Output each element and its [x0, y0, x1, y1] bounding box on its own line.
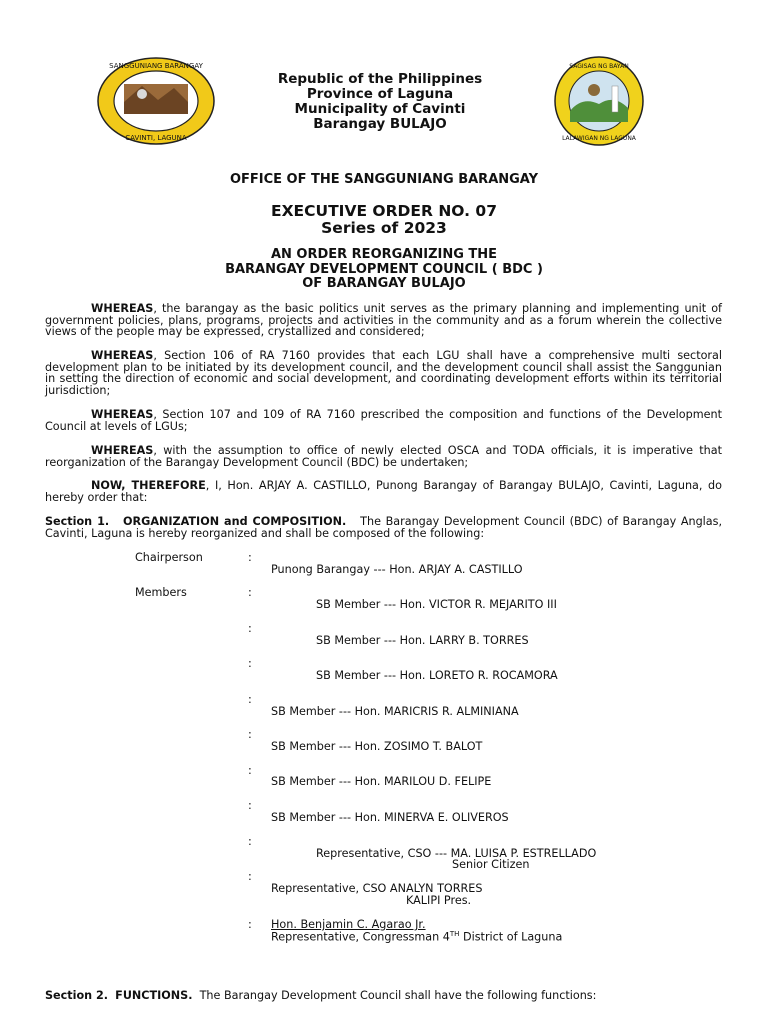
ordinal-suffix: TH [449, 930, 460, 938]
colon: : [248, 870, 252, 883]
order-series: Series of 2023 [321, 219, 447, 237]
paragraph-lead: WHEREAS [91, 444, 154, 457]
section-1-paragraph [45, 516, 722, 539]
cso-representative-1: Representative, CSO --- MA. LUISA P. ESTRELLADO [316, 847, 597, 860]
paragraph-text: , with the assumption to office of newly elected OSCA and TODA officials, it is imperative that reorganization of the Barangay Development Council (BDC) be undertaken; [45, 444, 722, 469]
cso-representative-2: Representative, CSO ANALYN TORRES [271, 882, 483, 895]
section-1-label: Section 1. [45, 515, 110, 528]
member-4: SB Member --- Hon. MARICRIS R. ALMINIANA [271, 705, 519, 718]
section-1-title: ORGANIZATION and COMPOSITION. [123, 515, 347, 528]
colon: : [248, 835, 252, 848]
paragraph-lead: WHEREAS [91, 408, 154, 421]
whereas-paragraph-1 [45, 303, 722, 338]
now-therefore-paragraph [45, 480, 722, 503]
colon: : [248, 657, 252, 670]
colon: : [248, 622, 252, 635]
document-header [220, 72, 540, 132]
svg-text:LALAWIGAN NG LAGUNA: LALAWIGAN NG LAGUNA [562, 135, 636, 142]
paragraph-lead: WHEREAS [91, 302, 154, 315]
section-2-paragraph [45, 990, 722, 1002]
section-2-label: Section 2. [45, 989, 109, 1002]
subject-line-2: BARANGAY DEVELOPMENT COUNCIL ( BDC ) [225, 261, 543, 277]
member-6: SB Member --- Hon. MARILOU D. FELIPE [271, 775, 492, 788]
member-1: SB Member --- Hon. VICTOR R. MEJARITO III [316, 598, 557, 611]
paragraph-lead: NOW, THEREFORE [91, 479, 206, 492]
paragraph-text: , Section 106 of RA 7160 provides that each LGU shall have a comprehensive multi sectoral development plan to be initiated by its development council, and the development council shall assist the Sanggunian in setting the direction of economic and social development, and coordinating development efforts within its territorial jurisdiction; [45, 349, 722, 397]
colon: : [248, 551, 252, 564]
section-2-title: FUNCTIONS. [115, 989, 193, 1002]
municipality-seal [552, 56, 646, 146]
members-label: Members [135, 586, 187, 599]
member-5: SB Member --- Hon. ZOSIMO T. BALOT [271, 740, 483, 753]
svg-text:SAGISAG NG BAYAN: SAGISAG NG BAYAN [569, 63, 629, 70]
colon: : [248, 764, 252, 777]
chairperson-value: Punong Barangay --- Hon. ARJAY A. CASTILLO [271, 563, 523, 576]
header-line-province: Province of Laguna [306, 86, 454, 102]
colon: : [248, 918, 252, 931]
header-line-barangay: Barangay BULAJO [313, 116, 447, 132]
cso-representative-2-role: KALIPI Pres. [406, 894, 472, 907]
congressman-name: Hon. Benjamin C. Agarao Jr. [271, 918, 426, 931]
order-number: EXECUTIVE ORDER NO. 07 [271, 202, 497, 220]
subject-line-3: OF BARANGAY BULAJO [302, 276, 466, 291]
congressman-role [271, 930, 562, 944]
subject-line-1: AN ORDER REORGANIZING THE [270, 247, 498, 262]
paragraph-text: , the barangay as the basic politics unit serves as the primary planning and implementing unit of government policies, plans, programs, projects and activities in the community and as a forum wherein the collective views of the people may be expressed, crystallized and considered; [45, 302, 722, 338]
section-2-text: The Barangay Development Council shall have the following functions: [199, 989, 597, 1002]
sangguniang-barangay-seal [96, 56, 216, 146]
svg-text:CAVINTI, LAGUNA: CAVINTI, LAGUNA [125, 134, 187, 142]
paragraph-text: , Section 107 and 109 of RA 7160 prescribed the composition and functions of the Development Council at levels of LGUs; [45, 408, 722, 433]
paragraph-text: , I, Hon. ARJAY A. CASTILLO, Punong Barangay of Barangay BULAJO, Cavinti, Laguna, do hereby order that: [45, 479, 722, 504]
whereas-paragraph-2 [45, 350, 722, 396]
cso-representative-1-role: Senior Citizen [452, 858, 530, 871]
member-3: SB Member --- Hon. LORETO R. ROCAMORA [316, 669, 558, 682]
header-line-republic: Republic of the Philippines [277, 71, 483, 87]
member-7: SB Member --- Hon. MINERVA E. OLIVEROS [271, 811, 509, 824]
congressman-role-district: District of Laguna [459, 930, 563, 944]
colon: : [248, 728, 252, 741]
section-1-text: The Barangay Development Council (BDC) of Barangay Anglas, Cavinti, Laguna is hereby reorganized and shall be composed of the following: [45, 515, 723, 540]
chairperson-label: Chairperson [135, 551, 203, 564]
paragraph-lead: WHEREAS [91, 349, 154, 362]
whereas-paragraph-4 [45, 445, 722, 468]
whereas-paragraph-3 [45, 409, 722, 432]
executive-order-title [0, 203, 768, 237]
colon: : [248, 693, 252, 706]
member-2: SB Member --- Hon. LARRY B. TORRES [316, 634, 529, 647]
order-subject [0, 248, 768, 292]
office-title: OFFICE OF THE SANGGUNIANG BARANGAY [229, 172, 539, 187]
svg-text:SANGGUNIANG BARANGAY: SANGGUNIANG BARANGAY [109, 62, 203, 70]
congressman-role-text: Representative, Congressman 4 [271, 930, 450, 944]
colon: : [248, 799, 252, 812]
header-line-municipality: Municipality of Cavinti [294, 101, 466, 117]
colon: : [248, 586, 252, 599]
